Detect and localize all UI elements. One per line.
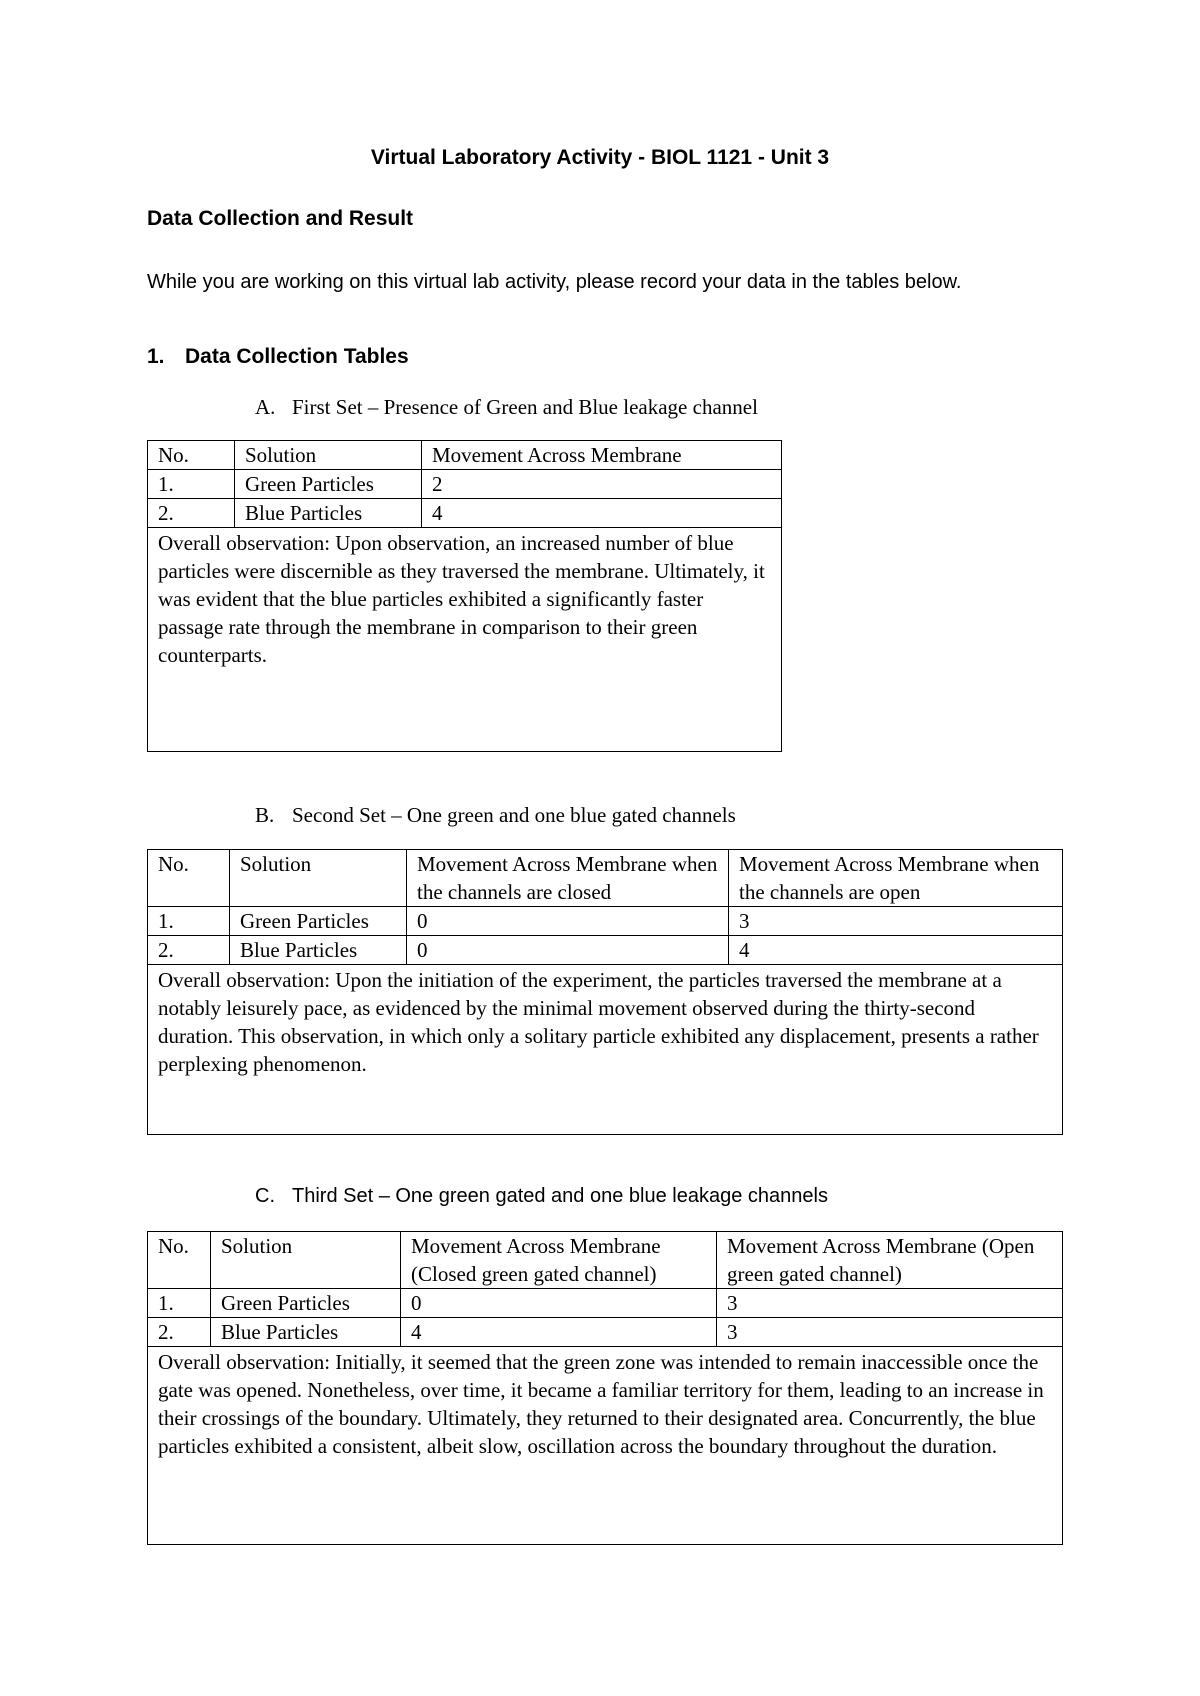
heading-text: Data Collection Tables	[185, 345, 409, 368]
intro-paragraph: While you are working on this virtual lab activity, please record your data in the tables below.	[147, 271, 962, 293]
cell-solution: Blue Particles	[211, 1318, 401, 1347]
table-row	[148, 470, 782, 499]
heading-number: 1.	[147, 345, 165, 368]
table-row	[148, 1318, 1063, 1347]
cell-movement-open-gate: 3	[717, 1318, 1063, 1347]
header-solution: Solution	[211, 1232, 401, 1289]
cell-movement: 4	[422, 499, 782, 528]
observation-row	[148, 1347, 1063, 1545]
table-row	[148, 907, 1063, 936]
data-collection-heading	[147, 345, 409, 369]
header-solution: Solution	[235, 441, 422, 470]
overall-observation: Overall observation: Upon the initiation of the experiment, the particles traversed the membrane at a notably leisurely pace, as evidenced by the minimal movement observed during the thirty-second duration. This observation, in which only a solitary particle exhibited any displacement, presents a rather perplexing phenomenon.	[148, 965, 1063, 1135]
set-c-title	[255, 1185, 828, 1208]
header-movement-closed: Movement Across Membrane when the channels are closed	[407, 850, 729, 907]
set-a-title-text: First Set – Presence of Green and Blue leakage channel	[292, 395, 758, 419]
observation-row	[148, 965, 1063, 1135]
set-c-letter: C.	[255, 1185, 275, 1207]
cell-movement-closed: 0	[407, 936, 729, 965]
set-a-letter: A.	[255, 395, 276, 419]
table-set-b	[147, 849, 1063, 1135]
table-set-a	[147, 440, 782, 752]
cell-solution: Blue Particles	[230, 936, 407, 965]
document-title: Virtual Laboratory Activity - BIOL 1121 - Unit 3	[370, 146, 830, 169]
table-header-row	[148, 441, 782, 470]
cell-no: 2.	[148, 936, 230, 965]
set-b-title-text: Second Set – One green and one blue gated channels	[292, 803, 736, 827]
cell-movement-closed-gate: 0	[401, 1289, 717, 1318]
table-row	[148, 1289, 1063, 1318]
section-heading: Data Collection and Result	[147, 207, 414, 230]
observation-row	[148, 528, 782, 752]
header-no: No.	[148, 441, 235, 470]
header-movement: Movement Across Membrane	[422, 441, 782, 470]
cell-no: 1.	[148, 907, 230, 936]
table-set-c	[147, 1231, 1063, 1545]
cell-solution: Blue Particles	[235, 499, 422, 528]
header-movement-open-gate: Movement Across Membrane (Open green gated channel)	[717, 1232, 1063, 1289]
cell-movement-open: 4	[729, 936, 1063, 965]
overall-observation: Overall observation: Initially, it seemed that the green zone was intended to remain inaccessible once the gate was opened. Nonetheless, over time, it became a familiar territory for them, leading to an increase in their crossings of the boundary. Ultimately, they returned to their designated area. Concurrently, the blue particles exhibited a consistent, albeit slow, oscillation across the boundary throughout the duration.	[148, 1347, 1063, 1545]
table-header-row	[148, 1232, 1063, 1289]
set-a-title	[255, 395, 758, 420]
cell-movement-open-gate: 3	[717, 1289, 1063, 1318]
table-header-row	[148, 850, 1063, 907]
header-no: No.	[148, 1232, 211, 1289]
cell-no: 1.	[148, 1289, 211, 1318]
set-c-title-text: Third Set – One green gated and one blue leakage channels	[292, 1185, 828, 1207]
header-no: No.	[148, 850, 230, 907]
header-movement-closed-gate: Movement Across Membrane (Closed green gated channel)	[401, 1232, 717, 1289]
cell-movement-closed: 0	[407, 907, 729, 936]
table-row	[148, 499, 782, 528]
header-movement-open: Movement Across Membrane when the channels are open	[729, 850, 1063, 907]
cell-no: 2.	[148, 1318, 211, 1347]
cell-movement-open: 3	[729, 907, 1063, 936]
cell-solution: Green Particles	[230, 907, 407, 936]
set-b-letter: B.	[255, 803, 275, 827]
header-solution: Solution	[230, 850, 407, 907]
cell-solution: Green Particles	[211, 1289, 401, 1318]
overall-observation: Overall observation: Upon observation, an increased number of blue particles were discernible as they traversed the membrane. Ultimately, it was evident that the blue particles exhibited a significantly faster passage rate through the membrane in comparison to their green counterparts.	[148, 528, 782, 752]
set-b-title	[255, 803, 736, 828]
cell-movement: 2	[422, 470, 782, 499]
cell-no: 2.	[148, 499, 235, 528]
cell-no: 1.	[148, 470, 235, 499]
cell-movement-closed-gate: 4	[401, 1318, 717, 1347]
cell-solution: Green Particles	[235, 470, 422, 499]
table-row	[148, 936, 1063, 965]
